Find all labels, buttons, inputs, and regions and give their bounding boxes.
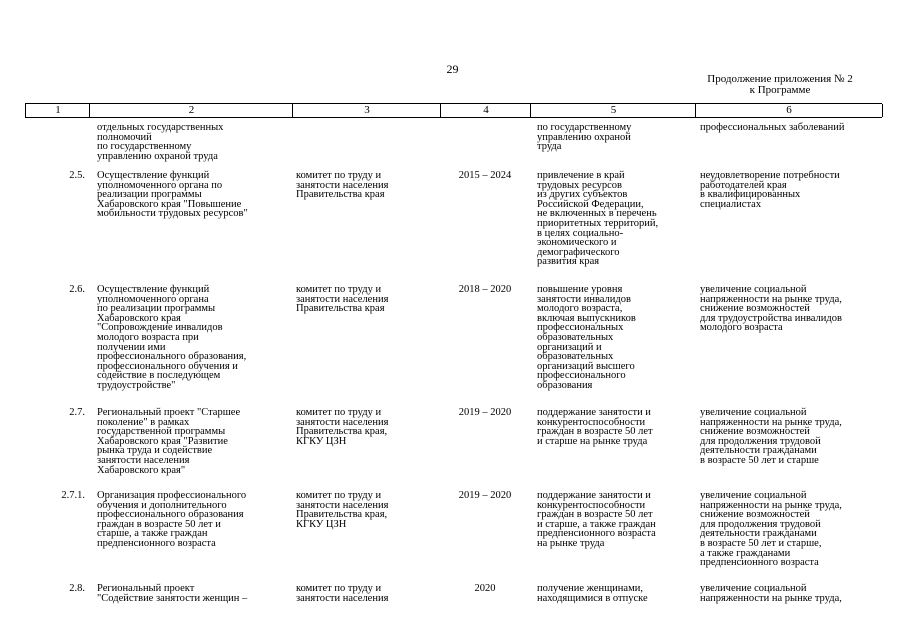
continuation-line-1: Продолжение приложения № 2 bbox=[707, 73, 853, 85]
row-consequence: увеличение социальной напряженности на рынке труда, bbox=[700, 583, 842, 604]
table-header bbox=[25, 103, 882, 118]
row-number: 2.7. bbox=[69, 407, 85, 418]
row-measure-name: Региональный проект "Старшее поколение" в рамках государственной программы Хабаровского края "Развитие рынка труда и содействие занятости населения Хабаровского края" bbox=[97, 407, 241, 476]
row-executor: комитет по труду и занятости населения Правительства края, КГКУ ЦЗН bbox=[296, 490, 389, 530]
header-col-6: 6 bbox=[695, 104, 883, 117]
row-years: 2018 – 2020 bbox=[458, 284, 512, 295]
row-measure-name: Осуществление функций уполномоченного органа по реализации программы Хабаровского края "Сопровождение инвалидов молодого возраста при получении ими профессионального образования, профессионального обучения и содействие в последующем трудоустройстве" bbox=[97, 284, 247, 391]
row-executor: комитет по труду и занятости населения Правительства края, КГКУ ЦЗН bbox=[296, 407, 389, 447]
row-number: 2.8. bbox=[69, 583, 85, 594]
row-measure-name: Региональный проект "Содействие занятости женщин – bbox=[97, 583, 248, 604]
row-executor: комитет по труду и занятости населения bbox=[296, 583, 389, 604]
page-number: 29 bbox=[446, 62, 459, 76]
row-expected-result: повышение уровня занятости инвалидов молодого возраста, включая выпускников профессиональных образовательных организаций и образовательных организаций высшего профессионального образования bbox=[537, 284, 636, 391]
row-years: 2015 – 2024 bbox=[458, 170, 512, 181]
header-bottom-rule bbox=[25, 117, 882, 118]
row-consequence: профессиональных заболеваний bbox=[700, 122, 845, 133]
continuation-caption bbox=[680, 74, 880, 96]
row-expected-result: поддержание занятости и конкурентоспособности граждан в возрасте 50 лет и старше на рынке труда bbox=[537, 407, 653, 447]
row-expected-result: по государственному управлению охраной труда bbox=[537, 122, 632, 153]
row-number: 2.5. bbox=[69, 170, 85, 181]
header-col-3: 3 bbox=[292, 104, 441, 117]
row-measure-name: Организация профессионального обучения и дополнительного профессионального образования граждан в возрасте 50 лет и старше, а также граждан предпенсионного возраста bbox=[97, 490, 247, 549]
header-col-4: 4 bbox=[440, 104, 531, 117]
row-executor: комитет по труду и занятости населения Правительства края bbox=[296, 170, 389, 201]
row-number: 2.7.1. bbox=[61, 490, 85, 501]
row-measure-name: Осуществление функций уполномоченного органа по реализации программы Хабаровского края "Повышение мобильности трудовых ресурсов" bbox=[97, 170, 248, 220]
row-consequence: увеличение социальной напряженности на рынке труда, снижение возможностей для продолжения трудовой деятельности гражданами в возрасте 50 лет и старше, а также гражданами предпенсионного возраста bbox=[700, 490, 842, 569]
row-years: 2019 – 2020 bbox=[458, 490, 512, 501]
row-consequence: увеличение социальной напряженности на рынке труда, снижение возможностей для продолжения трудовой деятельности гражданами в возрасте 50 лет и старше bbox=[700, 407, 842, 466]
row-executor: комитет по труду и занятости населения Правительства края bbox=[296, 284, 389, 315]
row-expected-result: привлечение в край трудовых ресурсов из других субъектов Российской Федерации, не включенных в перечень приоритетных территорий, в целях социально- экономического и демографического развития края bbox=[537, 170, 659, 268]
continuation-line-2: к Программе bbox=[749, 84, 811, 96]
row-consequence: увеличение социальной напряженности на рынке труда, снижение возможностей для трудоустройства инвалидов молодого возраста bbox=[700, 284, 842, 334]
row-measure-name: отдельных государственных полномочий по государственному управлению охраной труда bbox=[97, 122, 224, 162]
row-expected-result: получение женщинами, находящимися в отпуске bbox=[537, 583, 648, 604]
row-expected-result: поддержание занятости и конкурентоспособности граждан в возрасте 50 лет и старше, а также граждан предпенсионного возраста на рынке труда bbox=[537, 490, 656, 549]
header-col-2: 2 bbox=[89, 104, 293, 117]
header-col-1: 1 bbox=[25, 104, 90, 117]
row-number: 2.6. bbox=[69, 284, 85, 295]
row-years: 2020 bbox=[474, 583, 496, 594]
header-col-5: 5 bbox=[530, 104, 696, 117]
row-years: 2019 – 2020 bbox=[458, 407, 512, 418]
row-consequence: неудовлетворение потребности работодателей края в квалифицированных специалистах bbox=[700, 170, 840, 210]
